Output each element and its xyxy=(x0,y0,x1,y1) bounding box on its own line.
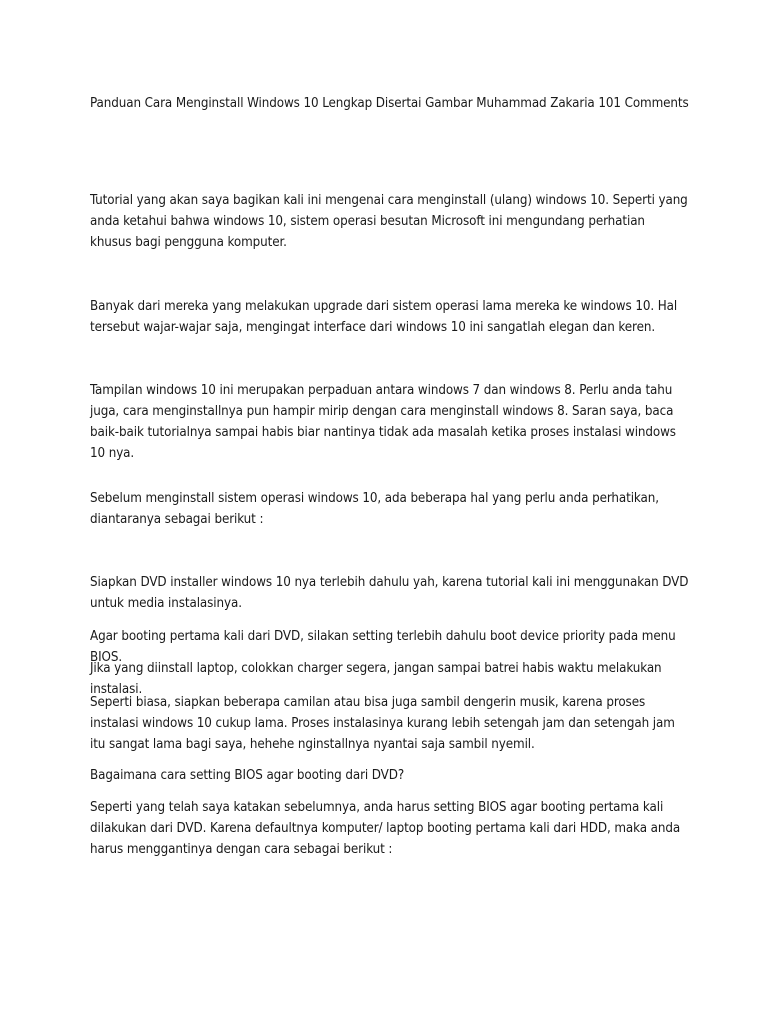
paragraph-bios: Seperti yang telah saya katakan sebelumnya, anda harus setting BIOS agar booting pertama kali dilakukan dari DVD. Karena defaultnya komputer/ laptop booting pertama kali dari HDD, maka anda harus menggantinya dengan cara sebagai berikut : xyxy=(90,800,681,857)
list-item-dvd: Siapkan DVD installer windows 10 nya terlebih dahulu yah, karena tutorial kali ini menggunakan DVD untuk media instalasinya. xyxy=(90,575,689,611)
document-title: Panduan Cara Menginstall Windows 10 Lengkap Disertai Gambar Muhammad Zakaria 101 Comments xyxy=(90,96,689,111)
section-heading-bios: Bagaimana cara setting BIOS agar booting dari DVD? xyxy=(90,768,405,783)
paragraph-sebelum: Sebelum menginstall sistem operasi windows 10, ada beberapa hal yang perlu anda perhatikan, diantaranya sebagai berikut : xyxy=(90,491,659,527)
paragraph-tampilan: Tampilan windows 10 ini merupakan perpaduan antara windows 7 dan windows 8. Perlu anda tahu juga, cara menginstallnya pun hampir mirip dengan cara menginstall windows 8. Saran saya, baca baik-baik tutorialnya sampai habis biar nantinya tidak ada masalah ketika proses instalasi windows 10 nya. xyxy=(90,383,676,461)
list-item-laptop: Jika yang diinstall laptop, colokkan charger segera, jangan sampai batrei habis waktu melakukan instalasi. xyxy=(90,661,662,697)
list-item-camilan: Seperti biasa, siapkan beberapa camilan atau bisa juga sambil dengerin musik, karena proses instalasi windows 10 cukup lama. Proses instalasinya kurang lebih setengah jam dan setengah jam itu sangat lama bagi saya, hehehe nginstallnya nyantai saja sambil nyemil. xyxy=(90,695,675,752)
paragraph-intro: Tutorial yang akan saya bagikan kali ini mengenai cara menginstall (ulang) windows 10. Seperti yang anda ketahui bahwa windows 10, sistem operasi besutan Microsoft ini mengundang perhatian khusus bagi pengguna komputer. xyxy=(90,193,688,250)
paragraph-upgrade: Banyak dari mereka yang melakukan upgrade dari sistem operasi lama mereka ke windows 10. Hal tersebut wajar-wajar saja, mengingat interface dari windows 10 ini sangatlah elegan dan keren. xyxy=(90,299,678,335)
list-item-booting: Agar booting pertama kali dari DVD, silakan setting terlebih dahulu boot device priority pada menu BIOS. xyxy=(90,629,676,665)
